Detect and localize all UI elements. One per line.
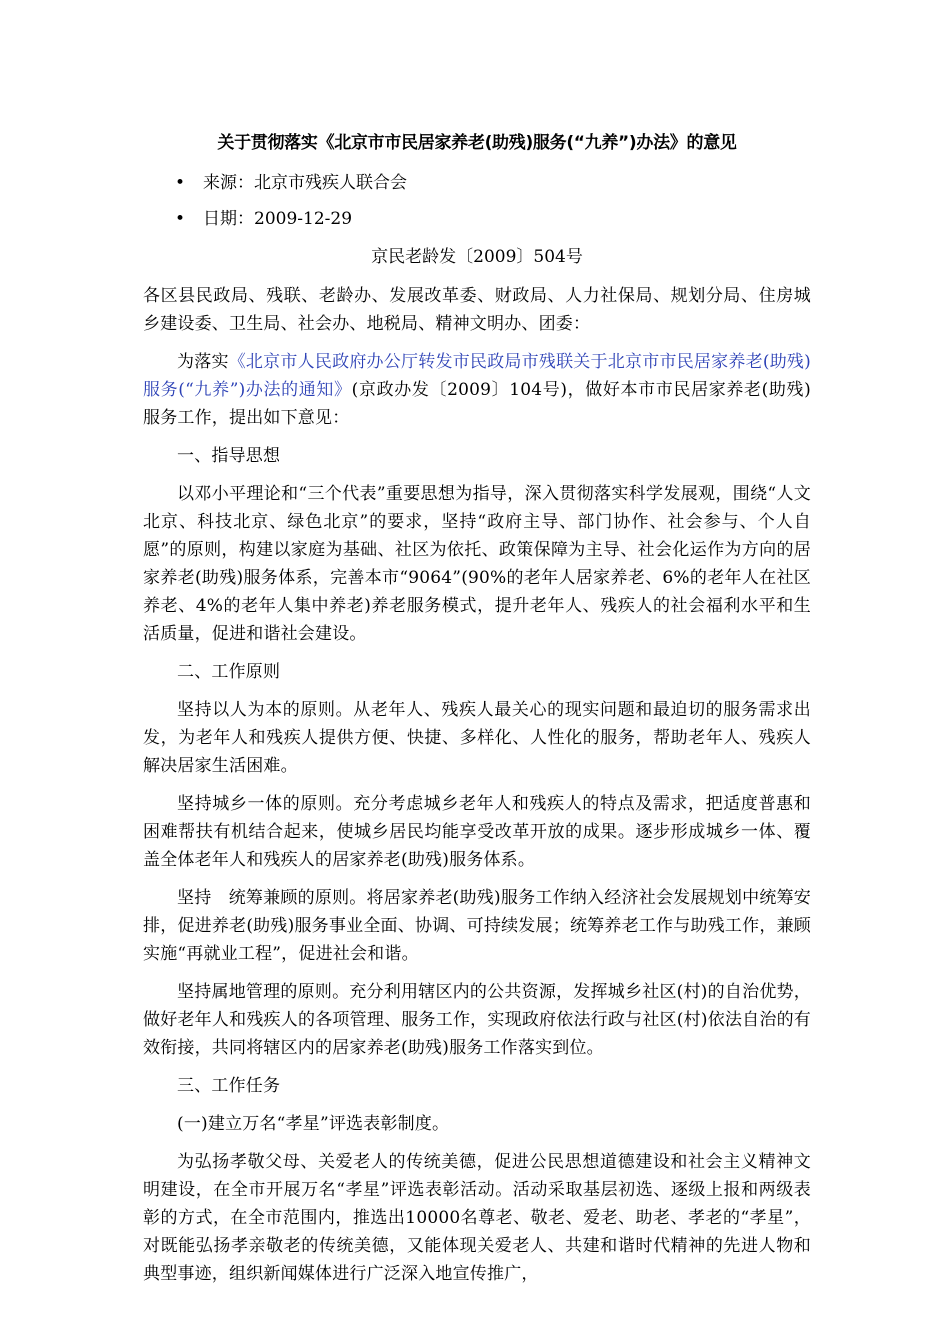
subsection-heading-xiaoxing: (一)建立万名“孝星”评选表彰制度。	[177, 1114, 450, 1134]
bullet-icon: •	[175, 209, 186, 229]
section-heading-guiding: 一、指导思想	[177, 446, 281, 466]
meta-list	[143, 170, 811, 232]
bullet-icon: •	[175, 173, 186, 193]
intro-paragraph	[143, 348, 811, 432]
paragraph-guiding: 以邓小平理论和“三个代表”重要思想为指导，深入贯彻落实科学发展观，围绕“人文北京、科技北京、绿色北京”的要求，坚持“政府主导、部门协作、社会参与、个人自愿”的原则，构建以家庭为基础、社区为依托、政策保障为主导、社会化运作为方向的居家养老(助残)服务体系，完善本市“9064”(90%的老年人居家养老、6%的老年人在社区养老、4%的老年人集中养老)养老服务模式，提升老年人、残疾人的社会福利水平和生活质量，促进和谐社会建设。	[143, 484, 811, 644]
meta-date	[143, 206, 811, 232]
paragraph-principle-territorial: 坚持属地管理的原则。充分利用辖区内的公共资源，发挥城乡社区(村)的自治优势，做好老年人和残疾人的各项管理、服务工作，实现政府依法行政与社区(村)依法自治的有效衔接，共同将辖区内的居家养老(助残)服务工作落实到位。	[143, 982, 811, 1058]
meta-date-text: 日期：2009-12-29	[203, 209, 353, 229]
paragraph-principle-urban-rural: 坚持城乡一体的原则。充分考虑城乡老年人和残疾人的特点及需求，把适度普惠和困难帮扶有机结合起来，使城乡居民均能享受改革开放的成果。逐步形成城乡一体、覆盖全体老年人和残疾人的居家养老(助残)服务体系。	[143, 794, 811, 870]
paragraph-xiaoxing: 为弘扬孝敬父母、关爱老人的传统美德，促进公民思想道德建设和社会主义精神文明建设，在全市开展万名“孝星”评选表彰活动。活动采取基层初选、逐级上报和两级表彰的方式，在全市范围内，推选出10000名尊老、敬老、爱老、助老、孝老的“孝星”，对既能弘扬孝亲敬老的传统美德，又能体现关爱老人、共建和谐时代精神的先进人物和典型事迹，组织新闻媒体进行广泛深入地宣传推广，	[143, 1152, 811, 1284]
meta-source	[143, 170, 811, 196]
paragraph-principle-coordination: 坚持 统筹兼顾的原则。将居家养老(助残)服务工作纳入经济社会发展规划中统筹安排，促进养老(助残)服务事业全面、协调、可持续发展；统筹养老工作与助残工作，兼顾实施“再就业工程”，促进社会和谐。	[143, 888, 811, 964]
section-heading-principles: 二、工作原则	[177, 662, 281, 682]
intro-suffix: (京政办发〔2009〕104号)，做好本市市民居家养老(助残)服务工作，提出如下意见：	[143, 380, 811, 428]
paragraph-principle-people: 坚持以人为本的原则。从老年人、残疾人最关心的现实问题和最迫切的服务需求出发，为老年人和残疾人提供方便、快捷、多样化、人性化的服务，帮助老年人、残疾人解决居家生活困难。	[143, 700, 811, 776]
meta-source-text: 来源：北京市残疾人联合会	[203, 173, 407, 193]
document-title: 关于贯彻落实《北京市市民居家养老(助残)服务(“九养”)办法》的意见	[217, 133, 737, 153]
section-heading-tasks: 三、工作任务	[177, 1076, 281, 1096]
document-number: 京民老龄发〔2009〕504号	[371, 247, 583, 267]
document-page	[143, 130, 811, 1298]
intro-prefix: 为落实	[177, 352, 229, 372]
recipients: 各区县民政局、残联、老龄办、发展改革委、财政局、人力社保局、规划分局、住房城乡建设委、卫生局、社会办、地税局、精神文明办、团委：	[143, 286, 811, 334]
notice-link[interactable]: 《北京市人民政府办公厅转发市民政局市残联关于北京市市民居家养老(助残)服务(“九养”)办法的通知》	[143, 352, 811, 400]
